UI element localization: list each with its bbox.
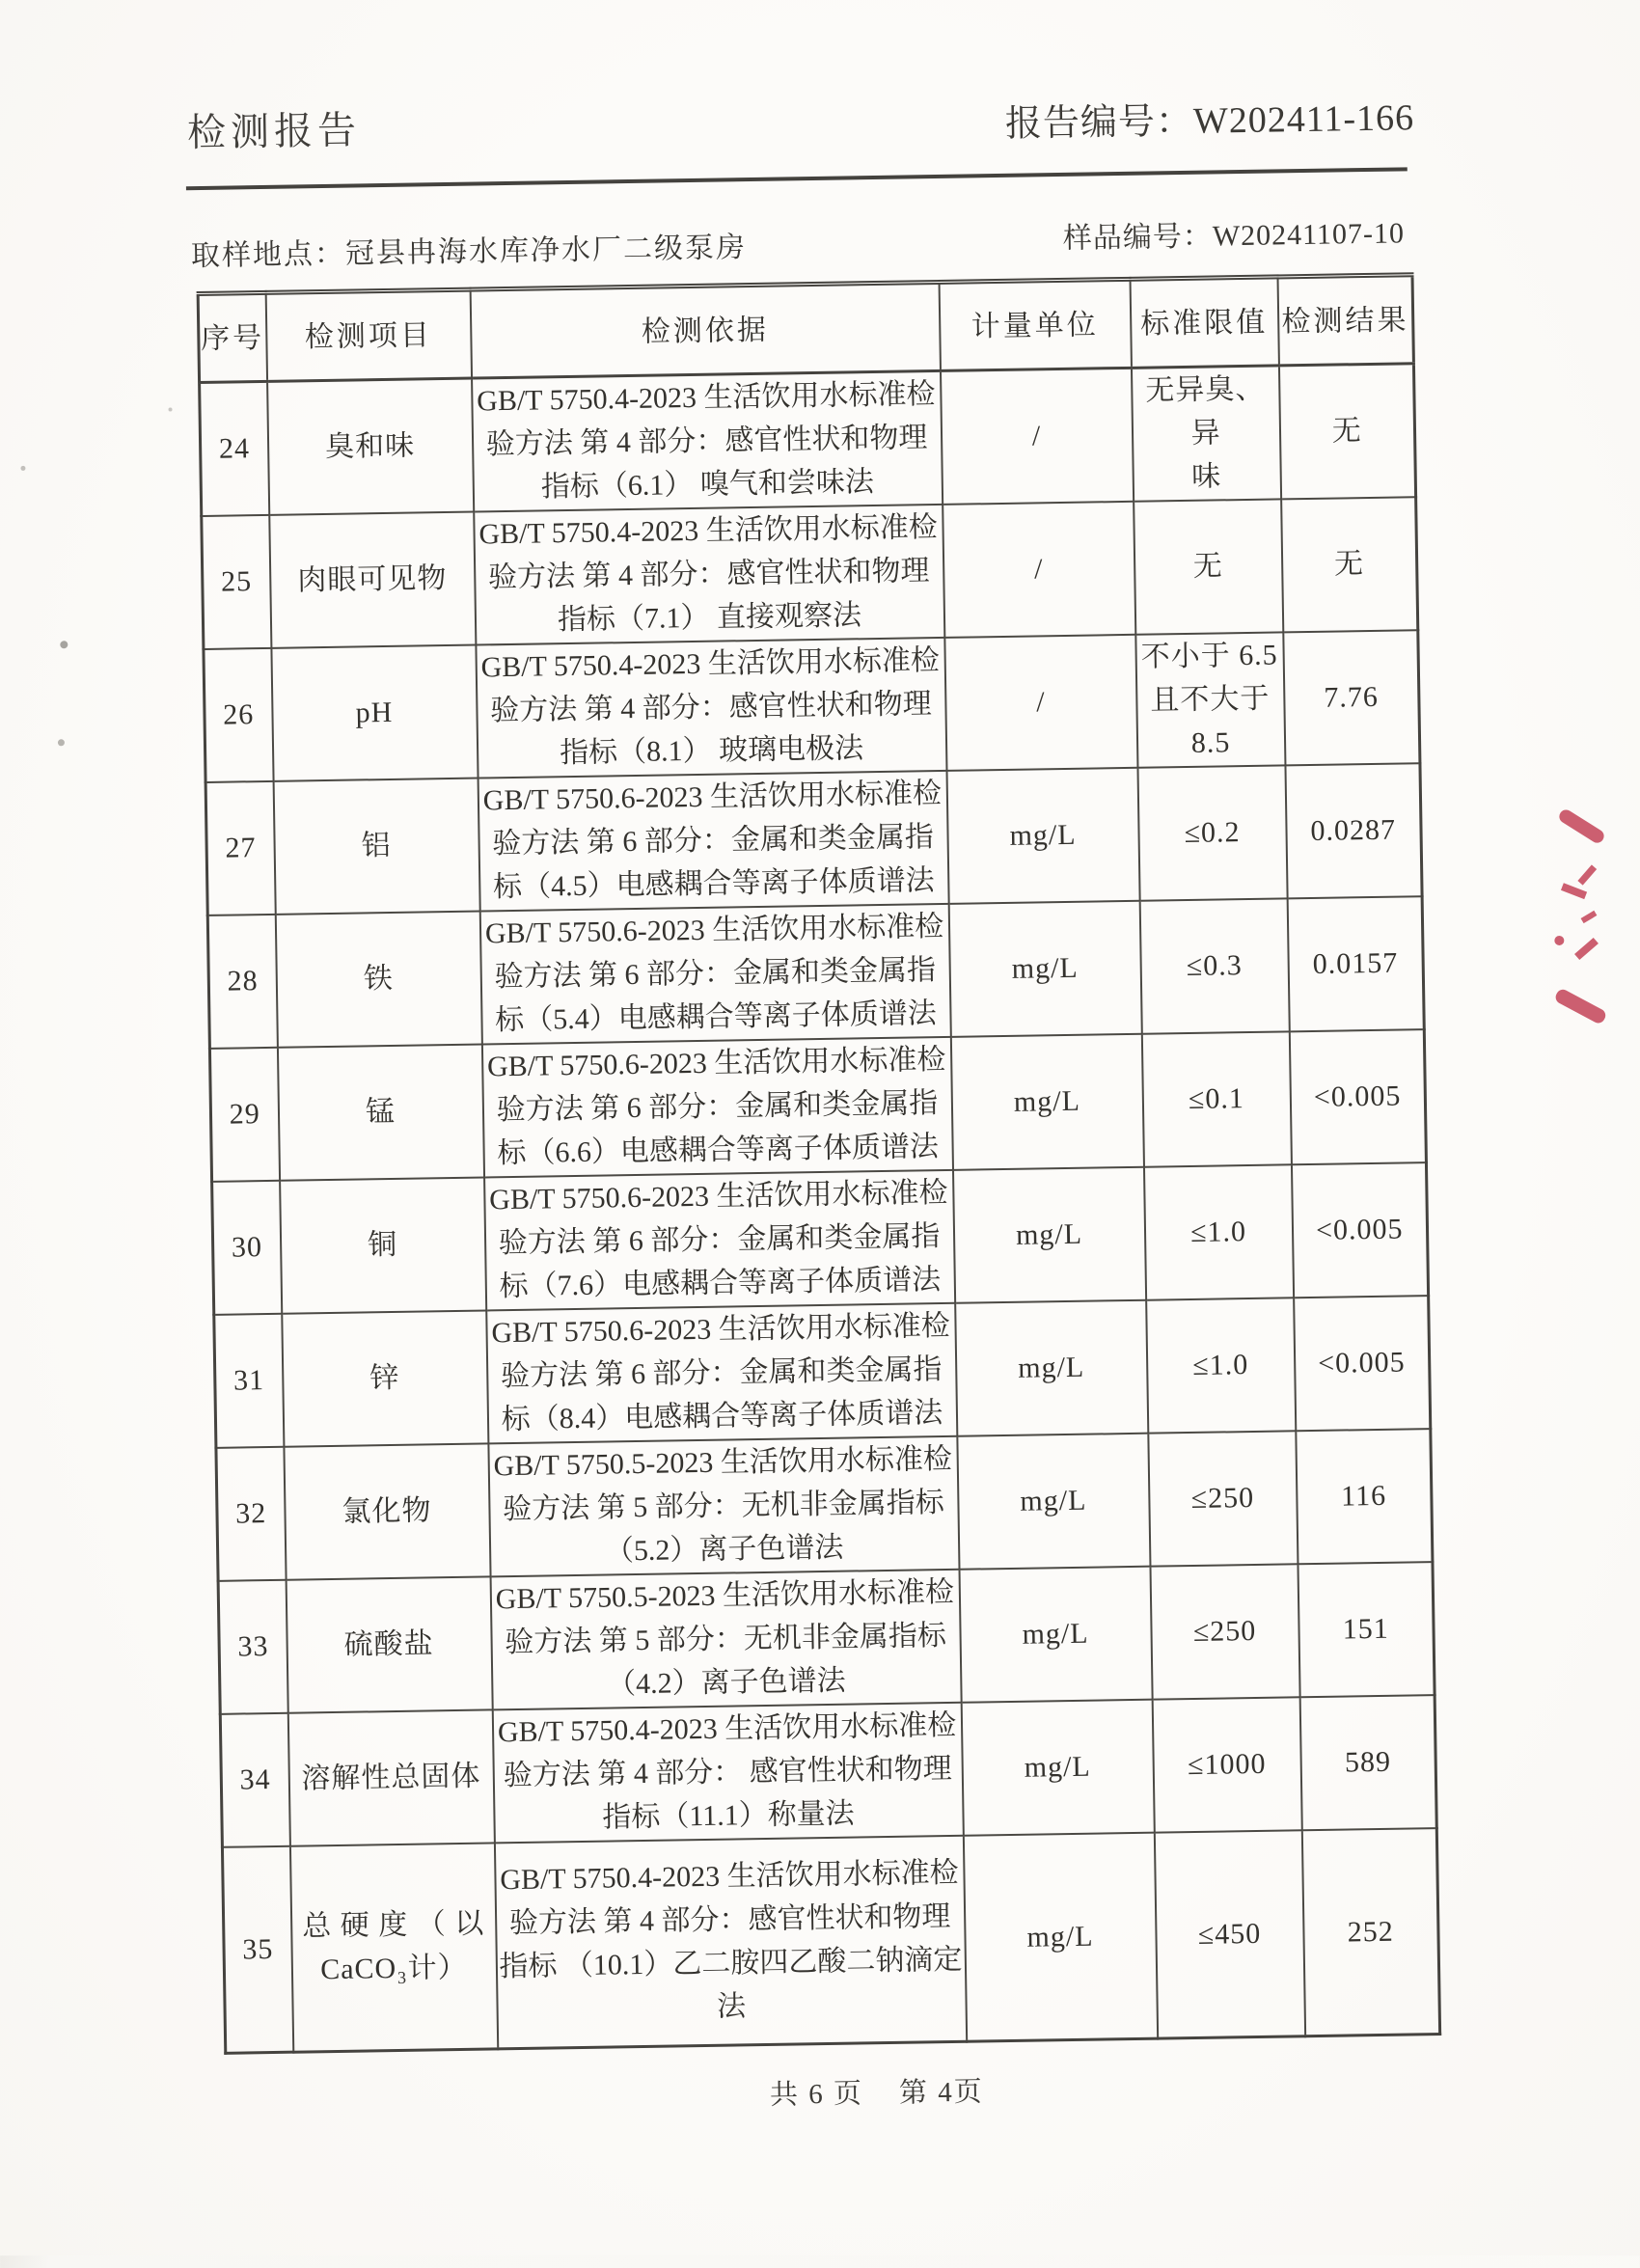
cell-limit: ≤1.0 (1146, 1298, 1296, 1433)
table-row (207, 896, 1424, 1049)
sampling-location-label: 取样地点： (190, 237, 346, 273)
cell-limit: ≤0.3 (1139, 898, 1289, 1033)
cell-unit: / (944, 634, 1137, 770)
cell-limit: 无 (1134, 499, 1283, 634)
cell-result: 无 (1278, 364, 1415, 499)
cell-limit: ≤0.2 (1137, 765, 1287, 900)
cell-result: 0.0157 (1287, 896, 1424, 1031)
cell-method: GB/T 5750.5-2023 生活饮用水标准检 验方法 第 5 部分：无机非金属指标 （5.2）离子色谱法 (488, 1435, 959, 1576)
cell-result: <0.005 (1294, 1296, 1431, 1431)
cell-result: 0.0287 (1285, 763, 1422, 898)
cell-result: 151 (1298, 1562, 1435, 1697)
cell-item: pH (271, 644, 478, 780)
cell-method: GB/T 5750.4-2023 生活饮用水标准检 验方法 第 4 部分：感官性状和物理 指标（6.1） 嗅气和尝味法 (472, 370, 943, 511)
table-row (209, 1029, 1426, 1182)
cell-result: 7.76 (1283, 630, 1420, 765)
cell-item: 溶解性总固体 (287, 1709, 494, 1845)
cell-item: 铁 (275, 911, 481, 1047)
sample-number-value: W20241107-10 (1212, 217, 1406, 253)
report-number-label: 报告编号： (1004, 100, 1194, 145)
header-divider (186, 167, 1408, 190)
cell-result: 589 (1299, 1695, 1436, 1830)
seal-stroke (1577, 864, 1597, 885)
cell-result: 252 (1301, 1828, 1439, 2036)
seal-stroke (1561, 883, 1587, 899)
cell-method: GB/T 5750.4-2023 生活饮用水标准检 验方法 第 4 部分：感官性状和物理 指标（7.1） 直接观察法 (474, 504, 944, 644)
report-number-value: W202411-166 (1192, 97, 1415, 142)
header-seq: 序号 (198, 292, 266, 382)
cell-unit: mg/L (961, 1699, 1154, 1835)
cell-unit: mg/L (950, 1033, 1143, 1169)
results-table (197, 272, 1442, 2055)
cell-seq: 24 (200, 381, 269, 515)
cell-seq: 32 (216, 1446, 286, 1580)
cell-seq: 25 (202, 514, 271, 648)
table-row (205, 763, 1422, 915)
sample-number-label: 样品编号： (1062, 220, 1214, 255)
cell-result: <0.005 (1291, 1162, 1428, 1298)
sampling-location-value: 冠县冉海水库净水厂二级泵房 (344, 232, 748, 270)
sample-number (1062, 208, 1405, 257)
cell-method: GB/T 5750.6-2023 生活饮用水标准检 验方法 第 6 部分：金属和类金属指 标（4.5）电感耦合等离子体质谱法 (478, 770, 948, 911)
cell-method: GB/T 5750.6-2023 生活饮用水标准检 验方法 第 6 部分：金属和类金属指 标（7.6）电感耦合等离子体质谱法 (484, 1169, 955, 1310)
cell-unit: mg/L (955, 1299, 1148, 1435)
cell-seq: 31 (214, 1313, 284, 1447)
cell-limit: 无异臭、异 味 (1131, 366, 1280, 501)
doc-title: 检测报告 (186, 108, 362, 155)
scan-speck (58, 739, 65, 746)
cell-limit: ≤250 (1148, 1431, 1298, 1566)
cell-method: GB/T 5750.4-2023 生活饮用水标准检 验方法 第 4 部分：感官性状和物理 指标（8.1） 玻璃电极法 (476, 637, 946, 778)
cell-limit: ≤450 (1154, 1830, 1304, 2038)
red-seal-fragment (1548, 819, 1611, 1032)
cell-result: 116 (1296, 1429, 1433, 1564)
cell-unit: mg/L (959, 1566, 1152, 1702)
cell-unit: mg/L (948, 900, 1141, 1036)
header-item: 检测项目 (265, 289, 471, 381)
seal-stroke (1553, 987, 1607, 1025)
cell-method: GB/T 5750.4-2023 生活饮用水标准检 验方法 第 4 部分：感官性状和物理 指标 （10.1）乙二胺四乙酸二钠滴定 法 (494, 1835, 966, 2049)
cell-seq: 34 (220, 1712, 289, 1846)
table-body (200, 364, 1440, 2054)
cell-item: 锌 (282, 1310, 488, 1446)
cell-method: GB/T 5750.6-2023 生活饮用水标准检 验方法 第 6 部分：金属和类金属指 标（5.4）电感耦合等离子体质谱法 (479, 903, 950, 1044)
cell-unit: / (940, 368, 1133, 504)
table-row (216, 1429, 1433, 1581)
seal-stroke (1574, 938, 1599, 960)
cell-unit: / (943, 501, 1135, 637)
cell-result: 无 (1281, 497, 1418, 632)
cell-limit: ≤0.1 (1141, 1031, 1291, 1166)
scan-speck (168, 407, 172, 411)
scan-speck (20, 466, 25, 471)
cell-item: 硫酸盐 (286, 1576, 492, 1712)
cell-unit: mg/L (957, 1433, 1150, 1569)
seal-stroke (1557, 807, 1606, 845)
cell-limit: 不小于 6.5 且不大于 8.5 (1135, 632, 1285, 767)
table-row (220, 1695, 1436, 1847)
cell-seq: 28 (207, 914, 277, 1048)
cell-method: GB/T 5750.6-2023 生活饮用水标准检 验方法 第 6 部分：金属和类金属指 标（6.6）电感耦合等离子体质谱法 (481, 1036, 952, 1177)
header-method: 检测依据 (470, 282, 940, 378)
cell-unit: mg/L (946, 767, 1139, 903)
page-footer: 共 6 页 第 4页 (769, 2076, 985, 2111)
cell-unit: mg/L (952, 1166, 1145, 1302)
cell-limit: ≤1000 (1152, 1697, 1301, 1832)
cell-seq: 30 (212, 1180, 282, 1314)
cell-method: GB/T 5750.6-2023 生活饮用水标准检 验方法 第 6 部分：金属和类金属指 标（8.4）电感耦合等离子体质谱法 (486, 1302, 957, 1443)
seal-stroke (1581, 911, 1598, 923)
cell-item: 铜 (280, 1177, 486, 1313)
table-row (204, 630, 1420, 782)
cell-result: <0.005 (1289, 1029, 1426, 1164)
seal-stroke (1554, 936, 1564, 945)
cell-limit: ≤1.0 (1143, 1164, 1293, 1299)
cell-unit: mg/L (963, 1832, 1157, 2041)
cell-method: GB/T 5750.4-2023 生活饮用水标准检 验方法 第 4 部分： 感官性状和物理 指标（11.1）称量法 (492, 1702, 963, 1843)
report-number (1004, 87, 1414, 147)
table-row (202, 497, 1418, 649)
header-unit: 计量单位 (939, 279, 1131, 370)
table-row (214, 1296, 1431, 1448)
cell-item: 锰 (277, 1044, 483, 1180)
cell-seq: 26 (204, 647, 273, 781)
cell-item: 臭和味 (267, 378, 474, 514)
cell-item: 铝 (273, 778, 479, 914)
cell-item: 肉眼可见物 (269, 511, 476, 647)
cell-seq: 29 (209, 1047, 279, 1181)
header-result: 检测结果 (1277, 275, 1413, 366)
cell-seq: 27 (205, 780, 275, 915)
table-row (222, 1828, 1439, 2054)
header-limit: 标准限值 (1130, 277, 1278, 368)
table-row (218, 1562, 1435, 1714)
table-row (200, 364, 1416, 516)
sampling-location (191, 223, 748, 274)
cell-item: 氯化物 (284, 1443, 490, 1579)
cell-seq: 33 (218, 1579, 287, 1713)
cell-seq: 35 (222, 1845, 292, 2053)
cell-limit: ≤250 (1150, 1564, 1299, 1699)
table-row (212, 1162, 1429, 1315)
cell-item: 总 硬 度 （ 以 CaCO₃计） (289, 1843, 497, 2052)
cell-method: GB/T 5750.5-2023 生活饮用水标准检 验方法 第 5 部分：无机非金属指标 （4.2）离子色谱法 (490, 1569, 961, 1709)
scan-speck (60, 641, 68, 648)
